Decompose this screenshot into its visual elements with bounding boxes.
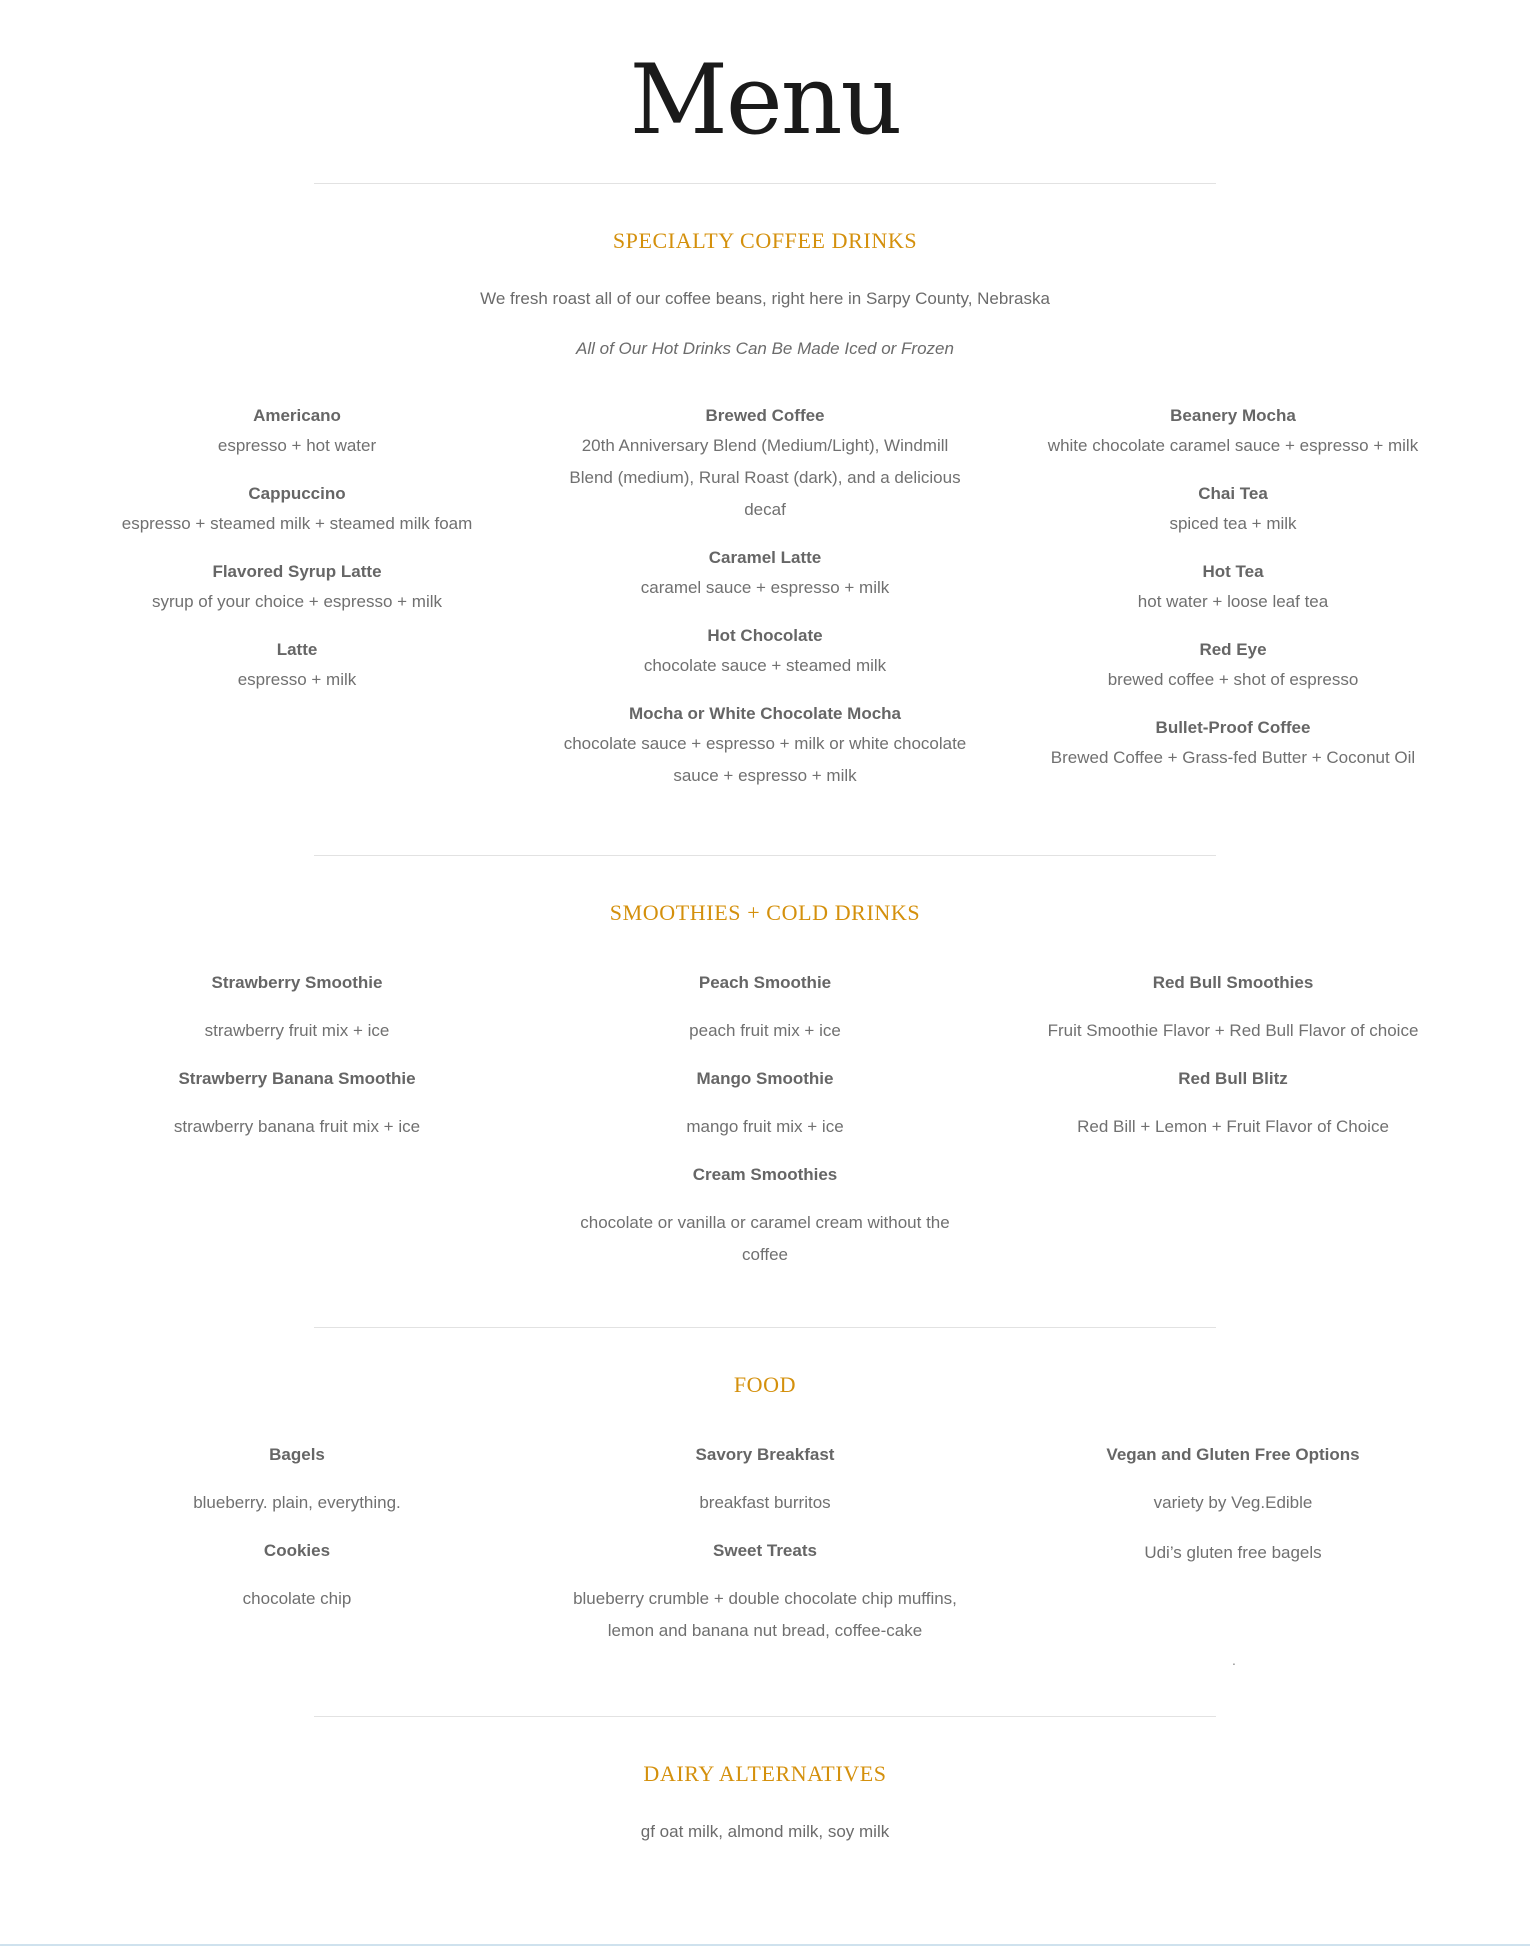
smoothies-column-2 [550,969,980,1289]
item-name: Americano [253,406,341,425]
item-desc: mango fruit mix + ice [686,1117,844,1136]
item-name: Strawberry Banana Smoothie [178,1069,416,1088]
item-name: Bullet-Proof Coffee [1155,718,1311,737]
coffee-column-2 [550,402,980,810]
food-column-1 [82,1441,512,1633]
item-desc: white chocolate caramel sauce + espresso + milk [1047,436,1419,455]
dairy-intro: gf oat milk, almond milk, soy milk [640,1822,890,1841]
item-desc: chocolate sauce + espresso + milk or white chocolate sauce + espresso + milk [563,734,967,785]
item-name: Vegan and Gluten Free Options [1106,1445,1360,1464]
menu-item [1018,1537,1448,1569]
item-desc: Brewed Coffee + Grass-fed Butter + Coconut Oil [1050,748,1416,767]
item-desc: blueberry. plain, everything. [193,1493,401,1512]
item-name: Beanery Mocha [1170,406,1296,425]
item-name: Cream Smoothies [692,1165,838,1184]
item-desc: peach fruit mix + ice [689,1021,841,1040]
coffee-intro: We fresh roast all of our coffee beans, right here in Sarpy County, Nebraska [480,289,1050,308]
item-name: Cappuccino [248,484,346,503]
divider [314,855,1216,856]
stray-mark: . [1232,1652,1236,1668]
item-desc: chocolate or vanilla or caramel cream without the coffee [580,1213,950,1264]
food-column-3 [1018,1441,1448,1587]
item-desc: chocolate sauce + steamed milk [643,656,887,675]
item-desc: chocolate chip [242,1589,352,1608]
menu-item [550,1441,980,1519]
menu-item [550,1065,980,1143]
item-name: Cookies [263,1541,331,1560]
divider [314,1327,1216,1328]
item-name: Mocha or White Chocolate Mocha [628,704,902,723]
menu-item [550,700,980,792]
smoothies-column-1 [82,969,512,1161]
item-name: Bagels [269,1445,325,1464]
item-name: Red Bull Blitz [1178,1069,1288,1088]
coffee-intro-italic: All of Our Hot Drinks Can Be Made Iced or Frozen [576,339,954,358]
item-desc: strawberry banana fruit mix + ice [173,1117,421,1136]
item-name: Savory Breakfast [695,1445,835,1464]
menu-item [550,622,980,682]
item-name: Strawberry Smoothie [211,973,383,992]
coffee-column-1 [82,402,512,714]
item-desc: Fruit Smoothie Flavor + Red Bull Flavor of choice [1047,1021,1419,1040]
item-desc: espresso + hot water [217,436,377,455]
menu-item [82,1537,512,1615]
item-name: Latte [276,640,318,659]
item-name: Mango Smoothie [696,1069,834,1088]
item-name: Hot Chocolate [707,626,823,645]
menu-item [550,402,980,526]
menu-item [1018,480,1448,540]
item-name: Brewed Coffee [705,406,825,425]
menu-item [1018,402,1448,462]
section-title-food: FOOD [733,1372,797,1397]
item-name: Caramel Latte [708,548,822,567]
menu-item [1018,1065,1448,1143]
item-desc: Udi’s gluten free bagels [1144,1543,1322,1562]
item-desc: spiced tea + milk [1169,514,1297,533]
menu-item [550,544,980,604]
item-name: Sweet Treats [713,1541,817,1560]
smoothies-column-3 [1018,969,1448,1161]
item-desc: caramel sauce + espresso + milk [640,578,890,597]
item-name: Red Bull Smoothies [1152,973,1314,992]
page-title: Menu [629,44,901,156]
section-title-dairy: DAIRY ALTERNATIVES [643,1761,887,1786]
menu-item [82,402,512,462]
divider [314,1716,1216,1717]
item-desc: hot water + loose leaf tea [1137,592,1329,611]
section-title-smoothies: SMOOTHIES + COLD DRINKS [609,900,921,925]
menu-item [550,969,980,1047]
coffee-column-3 [1018,402,1448,792]
item-desc: variety by Veg.Edible [1153,1493,1313,1512]
food-column-2 [550,1441,980,1665]
menu-item [550,1161,980,1271]
section-title-coffee: SPECIALTY COFFEE DRINKS [612,228,918,253]
item-name: Peach Smoothie [698,973,832,992]
menu-item [82,480,512,540]
item-desc: breakfast burritos [699,1493,831,1512]
item-desc: brewed coffee + shot of espresso [1107,670,1359,689]
menu-item [1018,636,1448,696]
menu-item [82,969,512,1047]
item-name: Red Eye [1199,640,1267,659]
item-desc: strawberry fruit mix + ice [204,1021,390,1040]
item-desc: espresso + milk [237,670,357,689]
item-name: Chai Tea [1198,484,1268,503]
item-name: Hot Tea [1202,562,1264,581]
menu-item [1018,1441,1448,1519]
menu-item [1018,969,1448,1047]
menu-item [550,1537,980,1647]
divider [314,183,1216,184]
menu-item [82,636,512,696]
item-desc: syrup of your choice + espresso + milk [151,592,443,611]
menu-item [1018,558,1448,618]
item-desc: Red Bill + Lemon + Fruit Flavor of Choice [1077,1117,1389,1136]
item-name: Flavored Syrup Latte [212,562,382,581]
item-desc: espresso + steamed milk + steamed milk foam [121,514,473,533]
item-desc: 20th Anniversary Blend (Medium/Light), Windmill Blend (medium), Rural Roast (dark), and a delicious decaf [569,436,961,519]
menu-item [1018,714,1448,774]
item-desc: blueberry crumble + double chocolate chip muffins, lemon and banana nut bread, coffee-cake [573,1589,957,1640]
menu-item [82,558,512,618]
menu-item [82,1441,512,1519]
menu-item [82,1065,512,1143]
